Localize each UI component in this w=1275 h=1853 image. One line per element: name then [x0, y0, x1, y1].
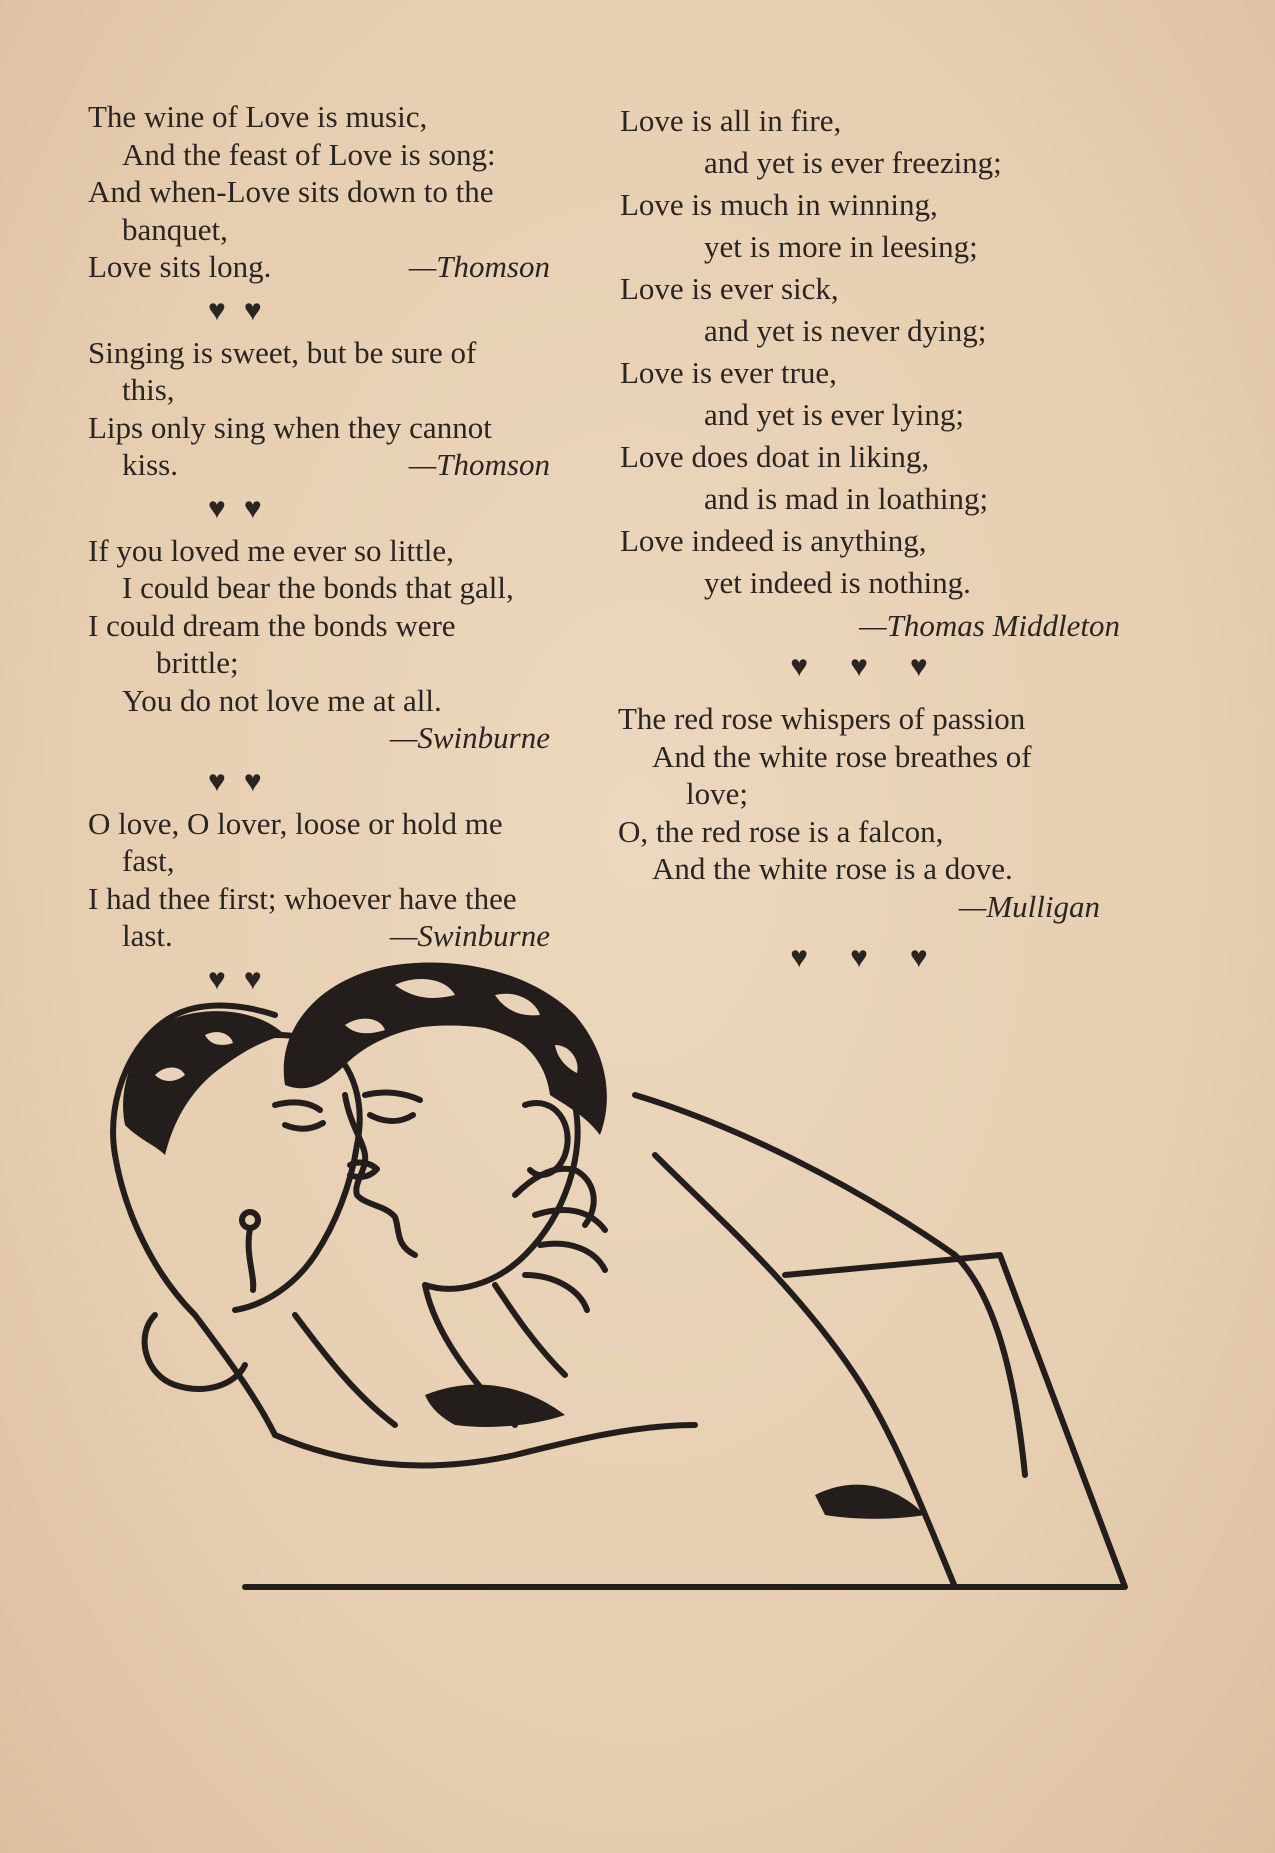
poem-line: Love is ever sick, [620, 271, 839, 306]
poem-line: Love sits long. [88, 249, 272, 284]
poem-singing-is-sweet [88, 334, 588, 484]
poem-line: banquet, [122, 211, 228, 247]
poem-line: And the white rose breathes of [652, 738, 1032, 774]
poem-attribution: —Swinburne [389, 720, 550, 755]
poem-line: I could bear the bonds that gall, [122, 570, 514, 605]
poem-line: Love is all in fire, [620, 103, 842, 138]
poem-line: this, [122, 372, 175, 407]
poem-line: and yet is ever freezing; [704, 145, 1002, 180]
heart-ornament-icon: ♥♥ [208, 491, 280, 525]
kissing-couple-illustration [95, 955, 1145, 1595]
heart-ornament-icon: ♥♥♥ [790, 941, 970, 974]
poem-line: And the feast of Love is song: [122, 136, 496, 172]
poem-wine-of-love [88, 98, 588, 286]
poem-line: love; [686, 776, 748, 811]
poem-line: fast, [122, 843, 175, 878]
poem-attribution: —Thomson [408, 447, 550, 482]
poem-line: kiss. [122, 447, 178, 482]
poem-line: The red rose whispers of passion [618, 701, 1026, 736]
poem-line: Lips only sing when they cannot [88, 409, 492, 445]
heart-ornament-icon: ♥♥♥ [790, 650, 970, 683]
poem-line: I had thee first; whoever have thee [88, 880, 517, 916]
poem-line: brittle; [156, 645, 239, 680]
poem-line-with-attribution [88, 248, 588, 286]
heart-ornament-icon: ♥♥ [208, 962, 280, 996]
right-column [620, 100, 1140, 981]
poem-line: And the white rose is a dove. [652, 851, 1013, 886]
poem-line: O, the red rose is a falcon, [618, 813, 944, 849]
poem-line: Singing is sweet, but be sure of [88, 334, 477, 370]
poem-line: and is mad in loathing; [704, 481, 989, 516]
poem-line: Love is ever true, [620, 355, 837, 390]
poem-line-with-attribution [88, 446, 588, 484]
poem-love-is-all-in-fire [620, 100, 1140, 648]
heart-ornament-icon: ♥♥ [208, 293, 280, 327]
poem-line: Love does doat in liking, [620, 439, 930, 474]
poem-line: yet is more in leesing; [704, 229, 978, 264]
poem-line: You do not love me at all. [122, 682, 442, 718]
poem-line: last. [122, 918, 173, 953]
poem-line: The wine of Love is music, [88, 99, 428, 134]
poem-line: If you loved me ever so little, [88, 532, 454, 568]
heart-ornament-icon: ♥♥ [208, 764, 280, 798]
poem-line: O love, O lover, loose or hold me [88, 805, 503, 841]
poem-attribution: —Mulligan [958, 888, 1100, 924]
poem-line: and yet is never dying; [704, 313, 987, 348]
poem-line: I could dream the bonds were [88, 607, 456, 643]
poem-attribution: —Thomson [408, 249, 550, 284]
poem-attribution: —Swinburne [389, 918, 550, 953]
poem-if-you-loved-me [88, 532, 588, 757]
poem-line: and yet is ever lying; [704, 397, 964, 432]
poem-line: yet indeed is nothing. [704, 565, 971, 600]
poem-red-rose [618, 700, 1140, 925]
left-column [88, 98, 588, 1003]
poem-o-love-o-lover [88, 805, 588, 955]
poem-line: And when-Love sits down to the [88, 174, 494, 209]
poem-line-with-attribution [88, 917, 588, 955]
poem-attribution: —Thomas Middleton [859, 608, 1120, 643]
poem-line: Love indeed is anything, [620, 523, 927, 558]
poem-line: Love is much in winning, [620, 187, 938, 222]
